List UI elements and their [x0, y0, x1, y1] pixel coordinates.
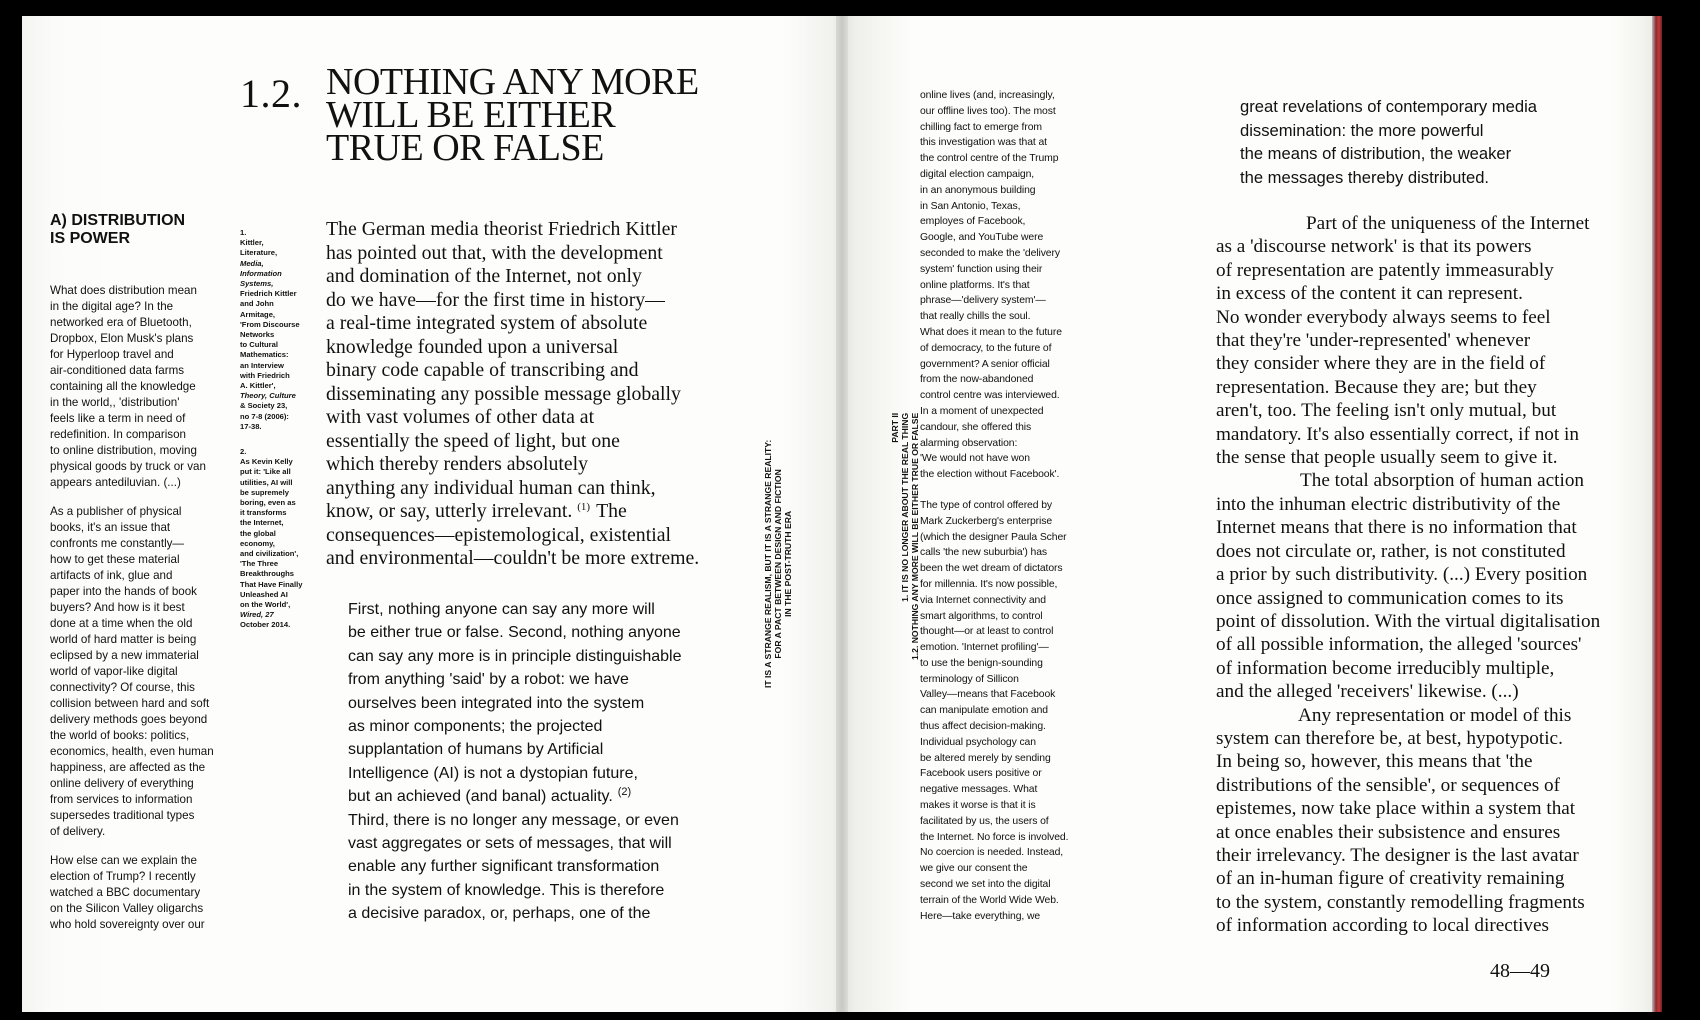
sidebar-line: happiness, are affected as the: [50, 761, 206, 774]
sidebar-line: online delivery of everything: [50, 777, 194, 790]
sidebar-line: buyers? And how is it best: [50, 601, 185, 614]
pull-quote-line: the means of distribution, the weaker: [1240, 144, 1512, 163]
callout-line-text: Intelligence (AI) is not a dystopian future,: [348, 764, 638, 782]
callout-line: [348, 879, 748, 902]
right-body-line: distributions of the sensible', or sequences of: [1216, 774, 1560, 796]
callout-line-text: ourselves been integrated into the system: [348, 694, 645, 712]
right-column-line: candour, she offered this: [920, 421, 1032, 433]
body-line-text: and domination of the Internet, not only: [326, 265, 642, 287]
footnote-line: and John: [240, 299, 274, 309]
footnote-line: on the World',: [240, 600, 291, 610]
footnote-line: and civilization',: [240, 549, 299, 559]
callout-line: [348, 832, 748, 855]
right-sans-column: [920, 88, 1120, 924]
right-column-line: government? A senior official: [920, 358, 1050, 370]
body-line-text: knowledge founded upon a universal: [326, 335, 619, 358]
right-body-line: the sense that people usually seem to give it.: [1216, 447, 1558, 469]
sidebar-line: in the world,, 'distribution': [50, 396, 180, 409]
heading-line: IS POWER: [50, 230, 131, 247]
right-column-line: to use the benign-sounding: [920, 657, 1043, 669]
footnote-line: 17-38.: [240, 421, 262, 431]
body-line: [326, 524, 756, 548]
sidebar-line: of delivery.: [50, 825, 106, 838]
callout-line: [348, 645, 748, 668]
body-line: [326, 500, 756, 524]
right-body-line: The total absorption of human action: [1300, 470, 1585, 492]
footnote-line: boring, even as: [240, 498, 296, 508]
right-body-line: In being so, however, this means that 'the: [1216, 751, 1533, 773]
sidebar-line: on the Silicon Valley oligarchs: [50, 902, 204, 915]
book-title-running-head: [763, 440, 793, 688]
right-body-line: of information according to local directives: [1216, 915, 1549, 937]
right-column-line: our offline lives too). The most: [920, 105, 1056, 117]
pull-quote-line: dissemination: the more powerful: [1240, 120, 1484, 140]
body-line: [326, 430, 756, 454]
right-body-line: a prior by such distributivity. (...) Every position: [1216, 564, 1588, 586]
footnote-line: put it: 'Like all: [240, 467, 291, 477]
callout-line-text: from anything 'said' by a robot: we have: [348, 671, 629, 689]
right-column-line: this investigation was that at: [920, 137, 1047, 149]
body-line: [326, 453, 756, 477]
right-column-line: chilling fact to emerge from: [920, 121, 1042, 133]
right-column-line: via Internet connectivity and: [920, 594, 1046, 606]
sidebar-line: books, it's an issue that: [50, 521, 171, 534]
right-column-line: Mark Zuckerberg's enterprise: [920, 515, 1052, 527]
callout-line: [348, 692, 748, 715]
right-column-line: for millennia. It's now possible,: [920, 578, 1058, 590]
background-edge: [1662, 0, 1700, 1020]
right-column-line: seconded to make the 'delivery: [920, 247, 1060, 259]
footnote-2: [240, 447, 324, 631]
body-line-text: has pointed out that, with the development: [326, 241, 663, 264]
right-column-line: been the wet dream of dictators: [920, 563, 1063, 575]
title-line: WILL BE EITHER: [326, 94, 616, 136]
callout-line-text: a decisive paradox, or, perhaps, one of the: [348, 905, 651, 923]
sidebar-line: world of vapor-like digital: [50, 665, 178, 678]
right-column-line: we give our consent the: [920, 863, 1028, 875]
right-body-line: at once enables their subsistence and ensures: [1216, 821, 1561, 843]
callout-line-text: vast aggregates or sets of messages, that will: [348, 835, 672, 853]
footnote-line: Media,: [240, 258, 264, 268]
sidebar-paragraph: [50, 283, 240, 491]
right-body-line: once assigned to communication comes to its: [1216, 587, 1564, 609]
footnote-line: That Have Finally: [240, 579, 303, 589]
right-column-line: Valley—means that Facebook: [920, 689, 1056, 701]
right-body-line: that they're 'under-represented' whenever: [1216, 330, 1531, 352]
right-body-line: Any representation or model of this: [1298, 704, 1572, 726]
body-line: [326, 383, 756, 407]
body-line-text: binary code capable of transcribing and: [326, 359, 639, 381]
body-line-text: anything any individual human can think,: [326, 476, 656, 499]
body-line-text: a real-time integrated system of absolute: [326, 312, 648, 334]
right-column-line: No coercion is needed. Instead,: [920, 847, 1064, 859]
sidebar-line: watched a BBC documentary: [50, 886, 201, 899]
right-body-line: No wonder everybody always seems to feel: [1216, 306, 1551, 328]
sidebar-line: air-conditioned data farms: [50, 364, 185, 377]
right-column-line: In a moment of unexpected: [920, 405, 1044, 417]
sidebar-line: delivery methods goes beyond: [50, 713, 208, 726]
sidebar-line: feels like a term in need of: [50, 412, 186, 425]
callout-line-text: Third, there is no longer any message, or even: [348, 811, 679, 829]
footnote-line: Armitage,: [240, 309, 276, 319]
right-body-line: of information become irreducibly multiple,: [1216, 657, 1555, 679]
footnote-line: Networks: [240, 330, 275, 340]
callout-line-text: be either true or false. Second, nothing anyone: [348, 624, 681, 642]
callout-line: [348, 738, 748, 761]
footnote-line: Breakthroughs: [240, 569, 295, 579]
sidebar-line: How else can we explain the: [50, 854, 197, 867]
footnote-line: As Kevin Kelly: [240, 457, 293, 467]
footnote-line: 2.: [240, 447, 247, 456]
running-head-line: 1. IT IS NO LONGER ABOUT THE REAL THING: [900, 412, 910, 602]
sidebar-line: What does distribution mean: [50, 284, 197, 297]
right-body-line: in excess of the content it can represent.: [1216, 283, 1523, 305]
right-column-line: online platforms. It's that: [920, 279, 1030, 291]
body-line-text: with vast volumes of other data at: [326, 406, 595, 428]
right-column-line: emotion. 'Internet profiling'—: [920, 642, 1049, 654]
footnote-line: Mathematics:: [240, 350, 289, 360]
running-head-line: 1.2. NOTHING ANY MORE WILL BE EITHER TRUE OR FALSE: [910, 412, 920, 660]
heading-line: A) DISTRIBUTION: [50, 212, 186, 229]
right-column-line: 'We would not have won: [920, 453, 1030, 465]
right-body-line: aren't, too. The feeling isn't only mutual, but: [1216, 400, 1557, 422]
right-column-line: that really chills the soul.: [920, 311, 1031, 323]
callout-line: [348, 785, 748, 808]
body-line: [326, 336, 756, 360]
footnote-line: Friedrich Kittler: [240, 289, 297, 299]
callout-line: [348, 855, 748, 878]
right-column-line: Here—take everything, we: [920, 910, 1041, 922]
footnote-line: an Interview: [240, 360, 284, 370]
running-head-line: PART II: [890, 412, 900, 443]
body-line-text: essentially the speed of light, but one: [326, 429, 620, 452]
footnote-line: Theory, Culture: [240, 391, 296, 401]
right-body-line: system can therefore be, at best, hypotypotic.: [1216, 727, 1563, 749]
right-body-line: as a 'discourse network' is that its powers: [1216, 236, 1532, 258]
right-body-line: into the inhuman electric distributivity of the: [1216, 493, 1561, 515]
sidebar-line: collision between hard and soft: [50, 697, 210, 710]
callout-line: [348, 809, 748, 832]
sidebar-line: how to get these material: [50, 553, 180, 566]
sidebar-paragraph: [50, 853, 240, 933]
right-column-line: Individual psychology can: [920, 736, 1036, 748]
callout-line-text: supplantation of humans by Artificial: [348, 741, 604, 759]
part-running-head: [890, 413, 920, 660]
right-column-line: smart algorithms, to control: [920, 610, 1043, 622]
right-body-line: of an in-human figure of creativity remaining: [1216, 868, 1565, 890]
right-body-line: representation. Because they are; but they: [1216, 376, 1537, 398]
sidebar-line: Dropbox, Elon Musk's plans: [50, 332, 194, 345]
footnote-line: no 7-8 (2006):: [240, 411, 289, 421]
footnote-line: Unleashed AI: [240, 589, 288, 599]
footnote-line: Information: [240, 268, 282, 278]
body-line: [326, 547, 756, 571]
right-column-line: control centre was interviewed.: [920, 390, 1060, 402]
chapter-title: [326, 61, 756, 169]
sidebar-line: physical goods by truck or van: [50, 460, 206, 473]
sidebar-line: to online distribution, moving: [50, 444, 197, 457]
right-column-line: the election without Facebook'.: [920, 469, 1060, 481]
right-body-line: and the alleged 'receivers' likewise. (...): [1216, 681, 1519, 703]
sidebar-line: confronts me constantly—: [50, 537, 185, 550]
running-head-line: FOR A PACT BETWEEN DESIGN AND FICTION: [773, 469, 783, 659]
right-body-line: their irrelevancy. The designer is the last avatar: [1216, 844, 1579, 866]
right-body-text: [1216, 212, 1656, 938]
sidebar-line: containing all the knowledge: [50, 380, 196, 393]
sidebar-line: election of Trump? I recently: [50, 870, 196, 883]
right-column-line: employes of Facebook,: [920, 216, 1026, 228]
callout-line: [348, 668, 748, 691]
right-body-line: to the system, constantly remodelling fragments: [1216, 891, 1585, 913]
right-column-line: What does it mean to the future: [920, 326, 1062, 338]
footnote-line: Wired, 27: [240, 610, 274, 620]
footnote-line: the global: [240, 528, 276, 538]
footnote-line: to Cultural: [240, 340, 278, 350]
callout-line: [348, 598, 748, 621]
chapter-number: 1.2.: [240, 71, 302, 116]
body-line: [326, 359, 756, 383]
footnote-line: 'From Discourse: [240, 319, 300, 329]
body-line-text: The German media theorist Friedrich Kittler: [326, 218, 678, 240]
right-column-line: terminology of Sillicon: [920, 673, 1019, 685]
right-column-line: calls 'the new suburbia') has: [920, 547, 1047, 559]
sidebar-line: done at a time when the old: [50, 617, 193, 630]
callout-line-text: First, nothing anyone can say any more will: [348, 601, 655, 618]
sidebar-line: appears antediluvian. (...): [50, 476, 181, 489]
footnote-line: economy,: [240, 538, 275, 548]
body-line: [326, 312, 756, 336]
running-head-line: IN THE POST-TRUTH ERA: [783, 510, 793, 617]
body-line: [326, 242, 756, 266]
body-line-text: do we have—for the first time in history—: [326, 288, 665, 311]
right-column-line: in San Antonio, Texas,: [920, 200, 1021, 212]
pull-quote-line: great revelations of contemporary media: [1240, 97, 1537, 116]
sidebar-line: who hold sovereignty over our: [50, 918, 205, 931]
right-body-line: epistemes, now take place within a system that: [1216, 798, 1576, 820]
footnote-line: A. Kittler',: [240, 381, 276, 391]
right-column-line: thus affect decision-making.: [920, 721, 1046, 733]
running-head-line: IT IS A STRANGE REALISM, BUT IT IS A STRANGE REALITY:: [763, 439, 773, 688]
right-column-line: Facebook users positive or: [920, 768, 1042, 780]
footnote-line: it transforms: [240, 508, 287, 518]
right-column-line: system' function using their: [920, 263, 1043, 275]
page-numbers: 48—49: [1490, 960, 1550, 982]
sidebar-line: in the digital age? In the: [50, 300, 174, 313]
callout-line: [348, 762, 748, 785]
body-line-tail: The: [596, 500, 627, 522]
sidebar-line: from services to information: [50, 793, 193, 806]
right-column-line: (which the designer Paula Scher: [920, 531, 1067, 543]
title-line: TRUE OR FALSE: [326, 127, 604, 169]
footnote-line: Literature,: [240, 248, 278, 258]
note-reference-2[interactable]: (2): [617, 786, 632, 799]
callout-line-text: but an achieved (and banal) actuality.: [348, 788, 613, 806]
right-column-paragraph: [920, 88, 1120, 483]
pull-quote: [1240, 95, 1600, 189]
sidebar-line: world of hard matter is being: [50, 633, 197, 646]
callout-line-text: as minor components; the projected: [348, 718, 603, 736]
sidebar-line: supersedes traditional types: [50, 809, 195, 822]
footnote-line: Kittler,: [240, 238, 264, 248]
sidebar-line: paper into the hands of book: [50, 585, 197, 598]
body-line-text: which thereby renders absolutely: [326, 453, 589, 475]
body-line: [326, 406, 756, 430]
right-column-line: facilitated by us, the users of: [920, 815, 1049, 827]
callout-line: [348, 715, 748, 738]
footnote-line: be supremely: [240, 487, 289, 497]
sidebar-line: for Hyperloop travel and: [50, 348, 174, 361]
note-reference-1[interactable]: (1): [577, 501, 591, 513]
right-column-line: thought—or at least to control: [920, 626, 1054, 638]
sidebar-line: redefinition. In comparison: [50, 428, 186, 441]
right-column-line: in an anonymous building: [920, 184, 1036, 196]
sidebar-line: networked era of Bluetooth,: [50, 316, 192, 329]
footnote-line: Systems,: [240, 279, 274, 289]
body-line-text: disseminating any possible message globally: [326, 382, 681, 405]
right-column-line: phrase—'delivery system'—: [920, 295, 1046, 307]
callout-text: [348, 598, 748, 926]
body-line: [326, 265, 756, 289]
body-line: [326, 289, 756, 313]
body-line-text: and environmental—couldn't be more extreme.: [326, 547, 700, 569]
sidebar-line: connectivity? Of course, this: [50, 681, 195, 694]
sidebar-line: economics, health, even human: [50, 745, 214, 758]
right-column-line: digital election campaign,: [920, 168, 1035, 180]
body-line-text: know, or say, utterly irrelevant.: [326, 500, 573, 522]
right-column-paragraph: [920, 498, 1120, 925]
body-line-text: consequences—epistemological, existential: [326, 523, 671, 546]
right-column-line: makes it worse is that it is: [920, 800, 1036, 812]
right-body-line: Part of the uniqueness of the Internet: [1306, 213, 1590, 234]
right-column-line: from the now-abandoned: [920, 374, 1034, 386]
pull-quote-line: the messages thereby distributed.: [1240, 167, 1490, 187]
right-body-line: mandatory. It's also essentially correct, if not in: [1216, 423, 1579, 445]
body-line: [326, 218, 756, 242]
footnote-line: with Friedrich: [240, 370, 290, 380]
right-column-line: be altered merely by sending: [920, 752, 1051, 764]
footnote-line: 1.: [240, 228, 247, 237]
right-column-line: terrain of the World Wide Web.: [920, 894, 1059, 906]
footnote-line: 'The Three: [240, 559, 279, 569]
right-column-line: negative messages. What: [920, 784, 1038, 796]
right-column-line: online lives (and, increasingly,: [920, 90, 1055, 101]
callout-line-text: enable any further significant transformation: [348, 858, 660, 876]
right-column-line: can manipulate emotion and: [920, 705, 1048, 717]
right-column-line: Google, and YouTube were: [920, 232, 1044, 244]
book-gutter: [836, 16, 848, 1012]
main-body-text: [326, 218, 756, 571]
sidebar-line: artifacts of ink, glue and: [50, 569, 173, 582]
right-column-line: the Internet. No force is involved.: [920, 831, 1069, 843]
right-column-line: The type of control offered by: [920, 499, 1052, 511]
callout-line: [348, 621, 748, 644]
right-body-line: point of dissolution. With the virtual digitalisation: [1216, 610, 1601, 632]
right-body-line: of representation are patently immeasurably: [1216, 259, 1554, 281]
callout-line: [348, 902, 748, 925]
sidebar-heading: [50, 212, 220, 248]
body-line: [326, 477, 756, 501]
title-line: NOTHING ANY MORE: [326, 61, 699, 103]
sidebar-line: the world of books: politics,: [50, 729, 190, 742]
sidebar-line: As a publisher of physical: [50, 505, 182, 518]
sidebar-line: eclipsed by a new immaterial: [50, 649, 199, 662]
right-column-line: of democracy, to the future of: [920, 342, 1052, 354]
right-body-line: Internet means that there is no information that: [1216, 517, 1577, 539]
footnote-1: [240, 228, 324, 432]
callout-line-text: can say any more is in principle distinguishable: [348, 647, 682, 665]
right-body-line: does not circulate or, rather, is not constituted: [1216, 540, 1566, 562]
right-body-line: of all possible information, the alleged 'sources': [1216, 634, 1582, 656]
footnote-line: October 2014.: [240, 620, 291, 630]
sidebar-paragraph: [50, 504, 240, 840]
right-column-line: the control centre of the Trump: [920, 153, 1059, 165]
footnote-line: utilities, AI will: [240, 477, 293, 487]
right-column-line: alarming observation:: [920, 437, 1018, 449]
right-body-line: they consider where they are in the field of: [1216, 353, 1546, 375]
footnote-line: & Society 23,: [240, 401, 288, 411]
callout-line-text: in the system of knowledge. This is therefore: [348, 881, 665, 899]
right-column-line: second we set into the digital: [920, 879, 1051, 891]
footnote-line: the Internet,: [240, 518, 284, 528]
